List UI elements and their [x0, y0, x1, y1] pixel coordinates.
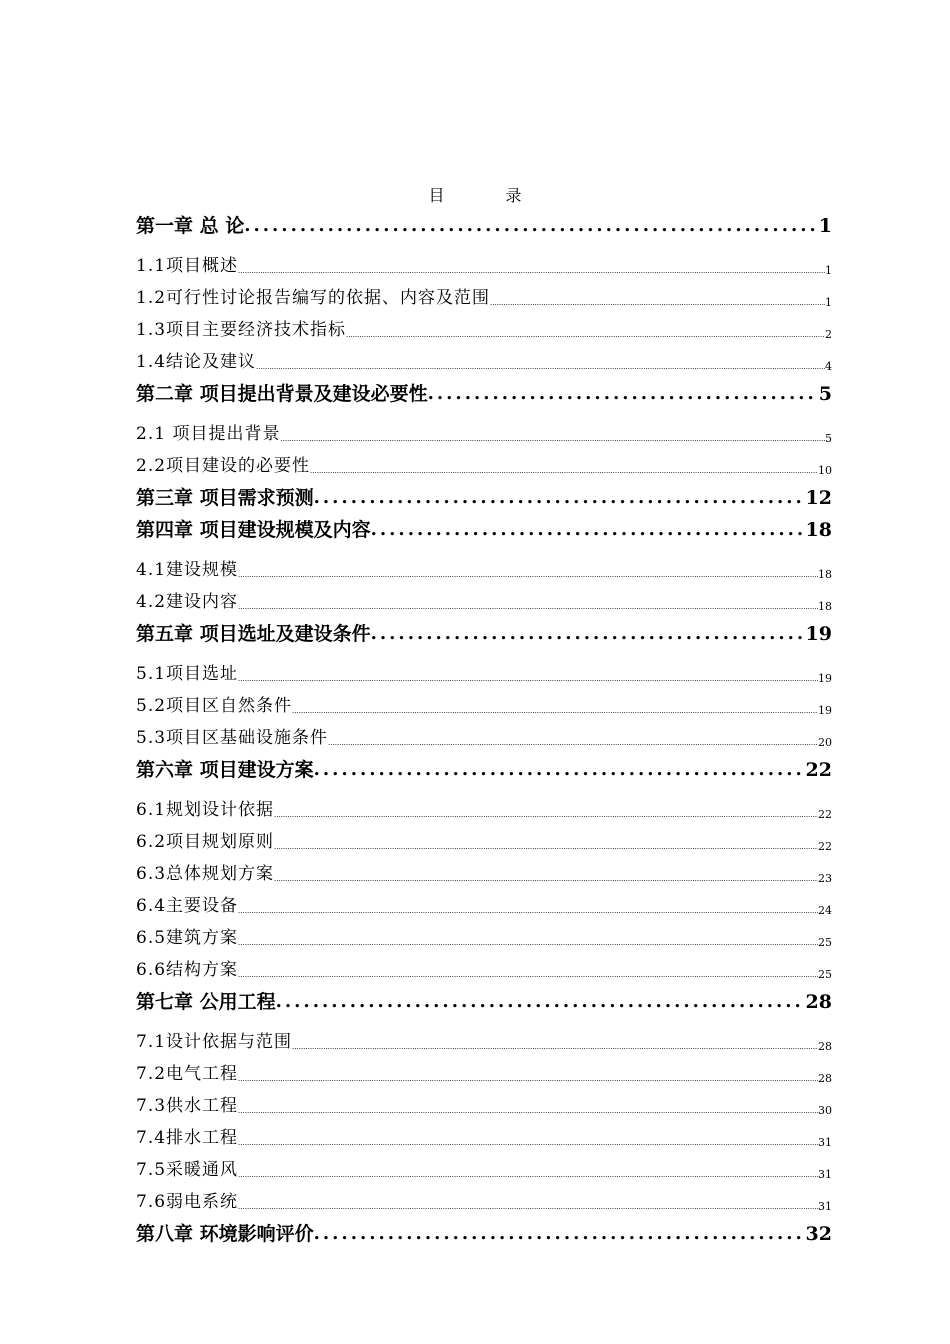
- toc-dot-leader: [256, 356, 825, 378]
- toc-entry-label: 7.4排水工程: [136, 1128, 239, 1148]
- toc-section-entry[interactable]: [136, 1058, 832, 1090]
- toc-chapter-entry[interactable]: [136, 482, 832, 514]
- toc-section-entry[interactable]: [136, 450, 832, 482]
- toc-section-entry[interactable]: [136, 586, 832, 618]
- toc-page-number: 10: [818, 464, 832, 477]
- toc-section-entry[interactable]: [136, 794, 832, 826]
- toc-section-entry[interactable]: [136, 658, 832, 690]
- toc-dot-leader: [274, 868, 818, 890]
- toc-section-entry[interactable]: [136, 922, 832, 954]
- toc-dot-leader: [238, 596, 818, 618]
- toc-section-entry[interactable]: [136, 826, 832, 858]
- toc-dot-leader: [238, 1068, 818, 1090]
- toc-dot-leader: [238, 964, 818, 986]
- toc-page-number: 19: [818, 672, 832, 685]
- toc-page-number: 5: [825, 432, 832, 445]
- toc-dot-leader: [238, 1132, 818, 1154]
- toc-entry-label: 第二章 项目提出背景及建设必要性: [136, 383, 428, 405]
- toc-chapter-entry[interactable]: [136, 754, 832, 786]
- toc-entry-label: 2.1 项目提出背景: [136, 424, 281, 444]
- toc-entry-label: 4.1建设规模: [136, 560, 239, 580]
- toc-gap: [136, 786, 832, 794]
- toc-page-number: 20: [818, 736, 832, 749]
- toc-dot-leader: [490, 292, 825, 314]
- toc-page-number: 19: [818, 704, 832, 717]
- toc-entry-label: 第七章 公用工程: [136, 991, 276, 1013]
- toc-page-number: 22: [805, 759, 832, 781]
- toc-chapter-entry[interactable]: [136, 378, 832, 410]
- toc-page-number: 19: [805, 623, 832, 645]
- toc-entry-label: 第三章 项目需求预测: [136, 487, 314, 509]
- toc-dot-leader: [238, 668, 818, 690]
- toc-page-number: 1: [818, 215, 832, 237]
- toc-section-entry[interactable]: [136, 1122, 832, 1154]
- toc-dot-leader: [346, 324, 825, 346]
- toc-entry-label: 5.1项目选址: [136, 664, 239, 684]
- toc-entry-label: 7.3供水工程: [136, 1096, 239, 1116]
- toc-dot-leader: [274, 836, 818, 858]
- toc-entry-label: 第五章 项目选址及建设条件: [136, 623, 371, 645]
- toc-dot-leader: [314, 482, 804, 514]
- toc-dot-leader: [292, 1036, 818, 1058]
- toc-dot-leader: [428, 378, 817, 410]
- toc-page-number: 1: [825, 264, 832, 277]
- toc-page-number: 22: [818, 808, 832, 821]
- toc-section-entry[interactable]: [136, 1154, 832, 1186]
- toc-dot-leader: [310, 460, 818, 482]
- toc-entry-label: 6.5建筑方案: [136, 928, 239, 948]
- toc-page-number: 28: [805, 991, 832, 1013]
- toc-gap: [136, 1018, 832, 1026]
- toc-page-number: 2: [825, 328, 832, 341]
- toc-entry-label: 5.2项目区自然条件: [136, 696, 293, 716]
- toc-dot-leader: [238, 900, 818, 922]
- toc-page-number: 25: [818, 936, 832, 949]
- toc-section-entry[interactable]: [136, 954, 832, 986]
- toc-entry-label: 7.6弱电系统: [136, 1192, 239, 1212]
- toc-entry-label: 6.3总体规划方案: [136, 864, 275, 884]
- toc-gap: [136, 242, 832, 250]
- toc-gap: [136, 546, 832, 554]
- toc-page-number: 18: [805, 519, 832, 541]
- toc-dot-leader: [244, 210, 817, 242]
- toc-page-number: 31: [818, 1168, 832, 1181]
- toc-title: 目 录: [428, 186, 550, 205]
- toc-dot-leader: [292, 700, 818, 722]
- toc-section-entry[interactable]: [136, 250, 832, 282]
- toc-section-entry[interactable]: [136, 282, 832, 314]
- toc-section-entry[interactable]: [136, 690, 832, 722]
- toc-page-number: 18: [818, 568, 832, 581]
- toc-page-number: 25: [818, 968, 832, 981]
- toc-gap: [136, 650, 832, 658]
- toc-entry-label: 6.4主要设备: [136, 896, 239, 916]
- toc-page-number: 23: [818, 872, 832, 885]
- toc-section-entry[interactable]: [136, 554, 832, 586]
- toc-section-entry[interactable]: [136, 890, 832, 922]
- toc-section-entry[interactable]: [136, 1090, 832, 1122]
- toc-section-entry[interactable]: [136, 1026, 832, 1058]
- toc-entry-label: 5.3项目区基础设施条件: [136, 728, 329, 748]
- toc-dot-leader: [238, 1196, 818, 1218]
- toc-section-entry[interactable]: [136, 314, 832, 346]
- toc-dot-leader: [371, 514, 804, 546]
- toc-page-number: 18: [818, 600, 832, 613]
- toc-entry-label: 第一章 总 论: [136, 215, 245, 237]
- toc-chapter-entry[interactable]: [136, 618, 832, 650]
- toc-page-number: 12: [805, 487, 832, 509]
- toc-page-number: 32: [805, 1223, 832, 1245]
- toc-section-entry[interactable]: [136, 722, 832, 754]
- toc-page-number: 24: [818, 904, 832, 917]
- toc-chapter-entry[interactable]: [136, 986, 832, 1018]
- toc-chapter-entry[interactable]: [136, 514, 832, 546]
- toc-entry-label: 7.2电气工程: [136, 1064, 239, 1084]
- toc-dot-leader: [238, 564, 818, 586]
- toc-dot-leader: [280, 428, 825, 450]
- toc-entry-label: 2.2项目建设的必要性: [136, 456, 311, 476]
- toc-dot-leader: [314, 1218, 804, 1250]
- toc-page-number: 22: [818, 840, 832, 853]
- table-of-contents: [136, 210, 832, 1250]
- toc-section-entry[interactable]: [136, 346, 832, 378]
- toc-entry-label: 1.2可行性讨论报告编写的依据、内容及范围: [136, 288, 491, 308]
- toc-page-number: 31: [818, 1200, 832, 1213]
- toc-entry-label: 7.5采暖通风: [136, 1160, 239, 1180]
- toc-dot-leader: [371, 618, 804, 650]
- toc-entry-label: 6.1规划设计依据: [136, 800, 275, 820]
- toc-entry-label: 4.2建设内容: [136, 592, 239, 612]
- toc-entry-label: 6.2项目规划原则: [136, 832, 275, 852]
- toc-entry-label: 1.4结论及建议: [136, 352, 257, 372]
- toc-entry-label: 1.1项目概述: [136, 256, 239, 276]
- toc-dot-leader: [238, 932, 818, 954]
- toc-page-number: 31: [818, 1136, 832, 1149]
- toc-entry-label: 第四章 项目建设规模及内容: [136, 519, 371, 541]
- toc-dot-leader: [274, 804, 818, 826]
- toc-section-entry[interactable]: [136, 418, 832, 450]
- toc-dot-leader: [276, 986, 804, 1018]
- toc-dot-leader: [314, 754, 804, 786]
- toc-entry-label: 第八章 环境影响评价: [136, 1223, 314, 1245]
- toc-dot-leader: [238, 1100, 818, 1122]
- toc-dot-leader: [238, 260, 825, 282]
- toc-chapter-entry[interactable]: [136, 1218, 832, 1250]
- toc-dot-leader: [238, 1164, 818, 1186]
- toc-section-entry[interactable]: [136, 858, 832, 890]
- toc-entry-label: 6.6结构方案: [136, 960, 239, 980]
- toc-entry-label: 第六章 项目建设方案: [136, 759, 314, 781]
- toc-chapter-entry[interactable]: [136, 210, 832, 242]
- toc-page-number: 28: [818, 1040, 832, 1053]
- toc-page-number: 28: [818, 1072, 832, 1085]
- toc-entry-label: 1.3项目主要经济技术指标: [136, 320, 347, 340]
- toc-section-entry[interactable]: [136, 1186, 832, 1218]
- toc-page-number: 4: [825, 360, 832, 373]
- toc-page-number: 5: [818, 383, 832, 405]
- toc-gap: [136, 410, 832, 418]
- toc-page-number: 30: [818, 1104, 832, 1117]
- toc-entry-label: 7.1设计依据与范围: [136, 1032, 293, 1052]
- toc-dot-leader: [328, 732, 818, 754]
- toc-page-number: 1: [825, 296, 832, 309]
